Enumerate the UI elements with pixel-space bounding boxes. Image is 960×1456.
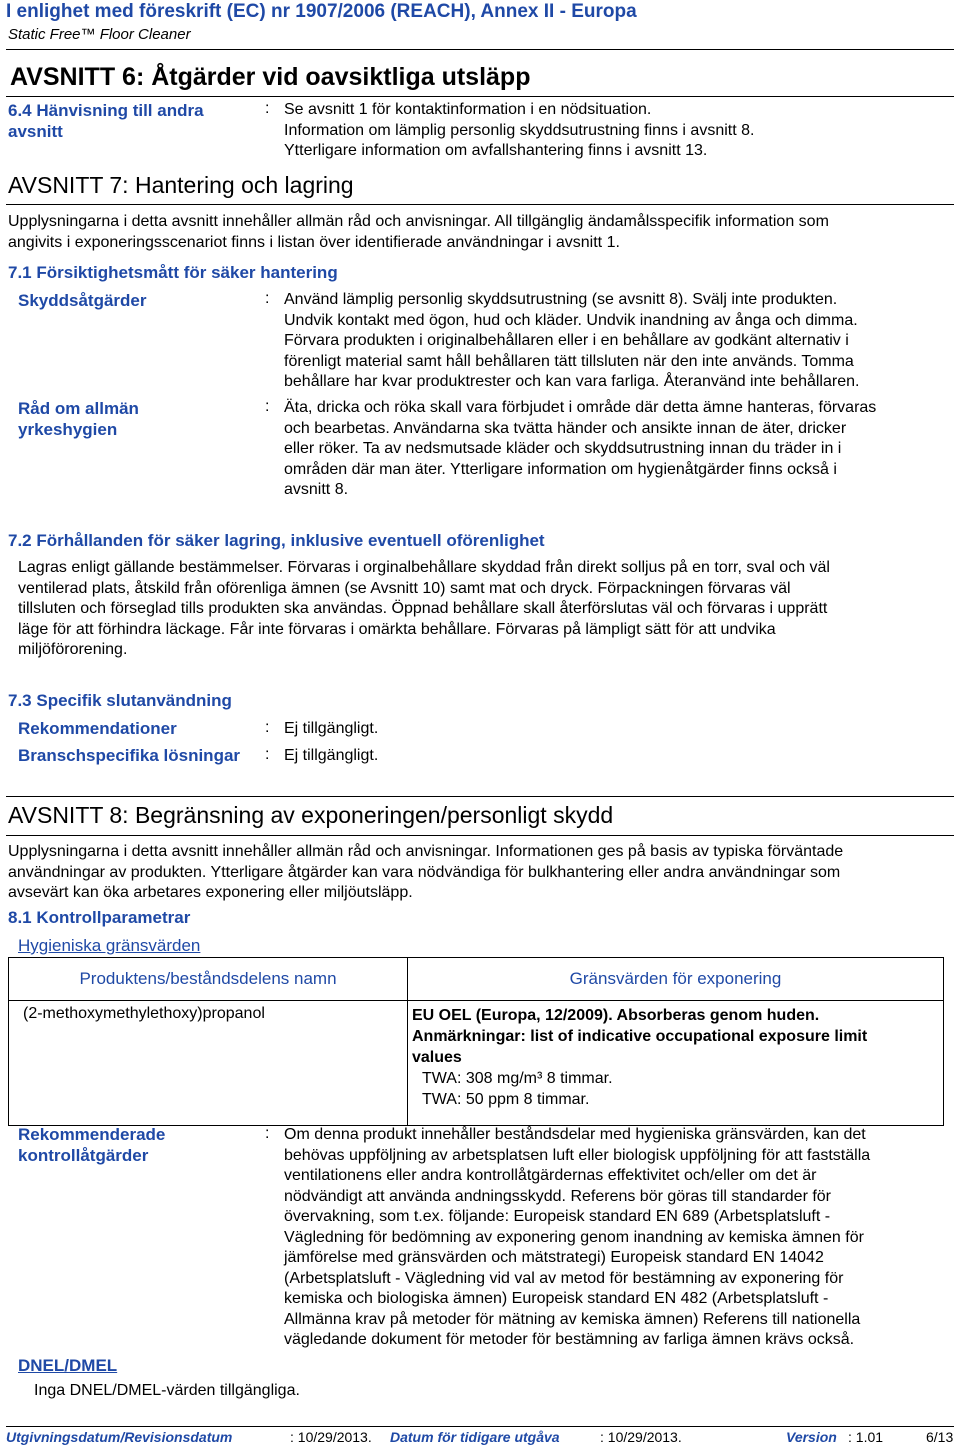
recommended-controls-label-line1: Rekommenderade <box>18 1125 166 1144</box>
hygienic-limits-title-text: Hygieniska gränsvärden <box>18 936 201 955</box>
recommended-controls-colon: : <box>265 1125 270 1142</box>
table-header-row <box>9 958 944 1001</box>
section7-2-title: 7.2 Förhållanden för säker lagring, inklusive eventuell oförenlighet <box>8 531 545 550</box>
protect-label: Skyddsåtgärder <box>18 291 147 310</box>
controls-line: nödvändigt att använda andningsskydd. Referens bör göras till standarder för <box>284 1187 832 1205</box>
hygiene-line: områden där man äter. Ytterligare information om hygienåtgärder finns också i <box>284 460 837 478</box>
branch-colon: : <box>265 746 270 763</box>
oel-line: EU OEL (Europa, 12/2009). Absorberas genom huden. <box>412 1007 820 1024</box>
section7-intro-line: angivits i exponeringsscenariot finns i listan över identifierade användningar i avsnitt 1. <box>8 233 620 251</box>
recommendations-label: Rekommendationer <box>18 719 177 738</box>
controls-line: (Arbetsplatsluft - Vägledning vid val av metod för bestämning av exponering för <box>284 1269 844 1287</box>
protect-line: Undvik kontakt med ögon, hud och kläder. Undvik inandning av ånga och dimma. <box>284 311 858 329</box>
twa-line: TWA: 50 ppm 8 timmar. <box>422 1091 590 1108</box>
col-header-limits: Gränsvärden för exponering <box>408 958 944 1001</box>
section6-4-text <box>284 100 754 162</box>
controls-line: Om denna produkt innehåller beståndsdelar med hygieniska gränsvärden, kan det <box>284 1126 866 1143</box>
col-header-substance: Produktens/beståndsdelens namn <box>9 958 408 1001</box>
section6-4-label-line2: avsnitt <box>8 122 63 141</box>
oel-line: Anmärkningar: list of indicative occupational exposure limit <box>412 1028 868 1045</box>
storage-line: läge för att förhindra läckage. Får inte förvaras i omärkta behållare. Förvaras på lämpligt sätt för att undvika <box>18 620 776 638</box>
section8-intro-line: användningar av produkten. Ytterligare åtgärder kan vara nödvändiga för bulkhantering eller andra användningar som <box>8 863 841 881</box>
hygiene-colon: : <box>265 398 270 415</box>
section6-4-label-line1: 6.4 Hänvisning till andra <box>8 101 204 120</box>
controls-line: jämförelse med gränsvärden och mätstrategi) Europeisk standard EN 14042 <box>284 1249 824 1266</box>
recommended-controls-text <box>284 1125 870 1351</box>
section7-title: AVSNITT 7: Hantering och lagring <box>8 172 354 198</box>
footer <box>6 1426 954 1445</box>
section6-title: AVSNITT 6: Åtgärder vid oavsiktliga utsläpp <box>10 63 531 91</box>
header-divider <box>6 49 954 50</box>
section7-intro-line: Upplysningarna i detta avsnitt innehåller allmän råd och anvisningar. All tillgänglig ändamålsspecifik information som <box>8 213 829 230</box>
previous-date-label: Datum för tidigare utgåva <box>390 1429 560 1445</box>
controls-line: vägledande dokument för metoder för bestämning av farliga ämnen krävs också. <box>284 1331 855 1348</box>
issue-date-value: : 10/29/2013. <box>290 1429 372 1445</box>
section6-4-line: Ytterligare information om avfallshantering finns i avsnitt 13. <box>284 142 708 159</box>
protect-line: förenligt material samt håll behållaren tätt tillsluten när den inte används. Tomma <box>284 352 854 370</box>
table-row <box>9 1001 944 1126</box>
oel-line: values <box>412 1049 462 1066</box>
hygiene-text <box>284 398 876 501</box>
section6-4-label <box>8 100 204 142</box>
hygiene-line: avsnitt 8. <box>284 481 349 498</box>
section8-title: AVSNITT 8: Begränsning av exponeringen/personligt skydd <box>8 802 614 828</box>
hygiene-label-line2: yrkeshygien <box>18 420 118 439</box>
controls-line: Allmänna krav på metoder för mätning av kemiska ämnen) Referens till nationella <box>284 1310 861 1328</box>
hygiene-label <box>18 398 139 440</box>
hygiene-line: och bearbetas. Användarna ska tvätta händer och ansikte innan de äter, dricker <box>284 419 847 437</box>
section7-intro <box>8 212 829 253</box>
protect-line: Förvara produkten i originalbehållaren eller i en behållare av godkänt alternativ i <box>284 332 849 349</box>
version-value: : 1.01 <box>848 1429 884 1445</box>
section7-2-text <box>18 558 830 661</box>
twa-line: TWA: 308 mg/m³ 8 timmar. <box>422 1070 613 1087</box>
dnel-title-text: DNEL/DMEL <box>18 1356 118 1375</box>
section8-intro-line: Upplysningarna i detta avsnitt innehåller allmän råd och anvisningar. Informationen ges på basis av typiska förväntade <box>8 843 844 860</box>
branch-label: Branschspecifika lösningar <box>18 746 241 765</box>
exposure-limits-table <box>8 957 944 1126</box>
protect-line: behållare har kvar produktrester och kan vara farliga. Återanvänd inte behållaren. <box>284 373 860 390</box>
section6-4-line: Information om lämplig personlig skyddsutrustning finns i avsnitt 8. <box>284 121 755 139</box>
substance-cell: (2-methoxymethylethoxy)propanol <box>9 1001 408 1126</box>
dnel-value: Inga DNEL/DMEL-värden tillgängliga. <box>34 1382 300 1399</box>
storage-line: tillsluten och förseglad tills produkten ska användas. Öppnad behållare skall återförslutas väl och förvaras i upprätt <box>18 600 828 617</box>
hygiene-label-line1: Råd om allmän <box>18 399 139 418</box>
controls-line: kemiska och biologiska ämnen) Europeisk standard EN 482 (Arbetsplatsluft - <box>284 1290 829 1307</box>
controls-line: Vägledning för bedömning av exponering genom inandning av kemiska ämnen för <box>284 1228 864 1246</box>
storage-line: ventilerad plats, åtskild från oförenliga ämnen (se Avsnitt 10) samt mat och dryck. Förpackningen förvaras väl <box>18 579 791 597</box>
issue-date-label: Utgivningsdatum/Revisionsdatum <box>6 1429 233 1445</box>
recommendations-colon: : <box>265 719 270 736</box>
version-label: Version <box>786 1429 837 1445</box>
section8-intro-line: avsevärt kan öka arbetares exponering eller miljöutsläpp. <box>8 884 413 901</box>
branch-value: Ej tillgängligt. <box>284 747 379 764</box>
dnel-title <box>18 1355 117 1376</box>
section6-4-line: Se avsnitt 1 för kontaktinformation i en nödsituation. <box>284 101 652 118</box>
section8-intro <box>8 842 843 904</box>
hygiene-line: eller röker. Ta av nedsmutsade kläder och skyddsutrustning innan du träder in i <box>284 440 842 457</box>
section7-1-title: 7.1 Försiktighetsmått för säker hantering <box>8 263 338 282</box>
page-number: 6/13 <box>926 1429 954 1445</box>
storage-line: Lagras enligt gällande bestämmelser. Förvaras i orginalbehållare skyddad från direkt solljus på en torr, sval och väl <box>18 559 830 576</box>
section8-1-title: 8.1 Kontrollparametrar <box>8 908 191 927</box>
storage-line: miljöförorening. <box>18 641 128 658</box>
controls-line: ventilationens eller andra kontrollåtgärdernas effektivitet och/eller om det är <box>284 1167 817 1184</box>
previous-date-value: : 10/29/2013. <box>600 1429 682 1445</box>
protect-colon: : <box>265 290 270 307</box>
product-name: Static Free™ Floor Cleaner <box>8 26 191 43</box>
document-header-title: I enlighet med föreskrift (EC) nr 1907/2006 (REACH), Annex II - Europa <box>6 1 637 22</box>
hygiene-line: Äta, dricka och röka skall vara förbjudet i område där detta ämne hanteras, förvaras <box>284 399 877 416</box>
recommended-controls-label <box>18 1124 165 1166</box>
controls-line: behövas uppföljning av arbetsplatsen luft eller biologisk uppföljning för att fastställa <box>284 1146 871 1164</box>
recommendations-value: Ej tillgängligt. <box>284 720 379 737</box>
section6-4-colon: : <box>265 100 270 117</box>
recommended-controls-label-line2: kontrollåtgärder <box>18 1146 149 1165</box>
hygienic-limits-title <box>18 935 200 956</box>
protect-text <box>284 290 859 393</box>
section7-3-title: 7.3 Specifik slutanvändning <box>8 691 232 710</box>
limits-cell <box>408 1001 944 1126</box>
protect-line: Använd lämplig personlig skyddsutrustning (se avsnitt 8). Svälj inte produkten. <box>284 291 838 308</box>
controls-line: övervakning, som t.ex. följande: Europeisk standard EN 689 (Arbetsplatsluft - <box>284 1208 831 1225</box>
